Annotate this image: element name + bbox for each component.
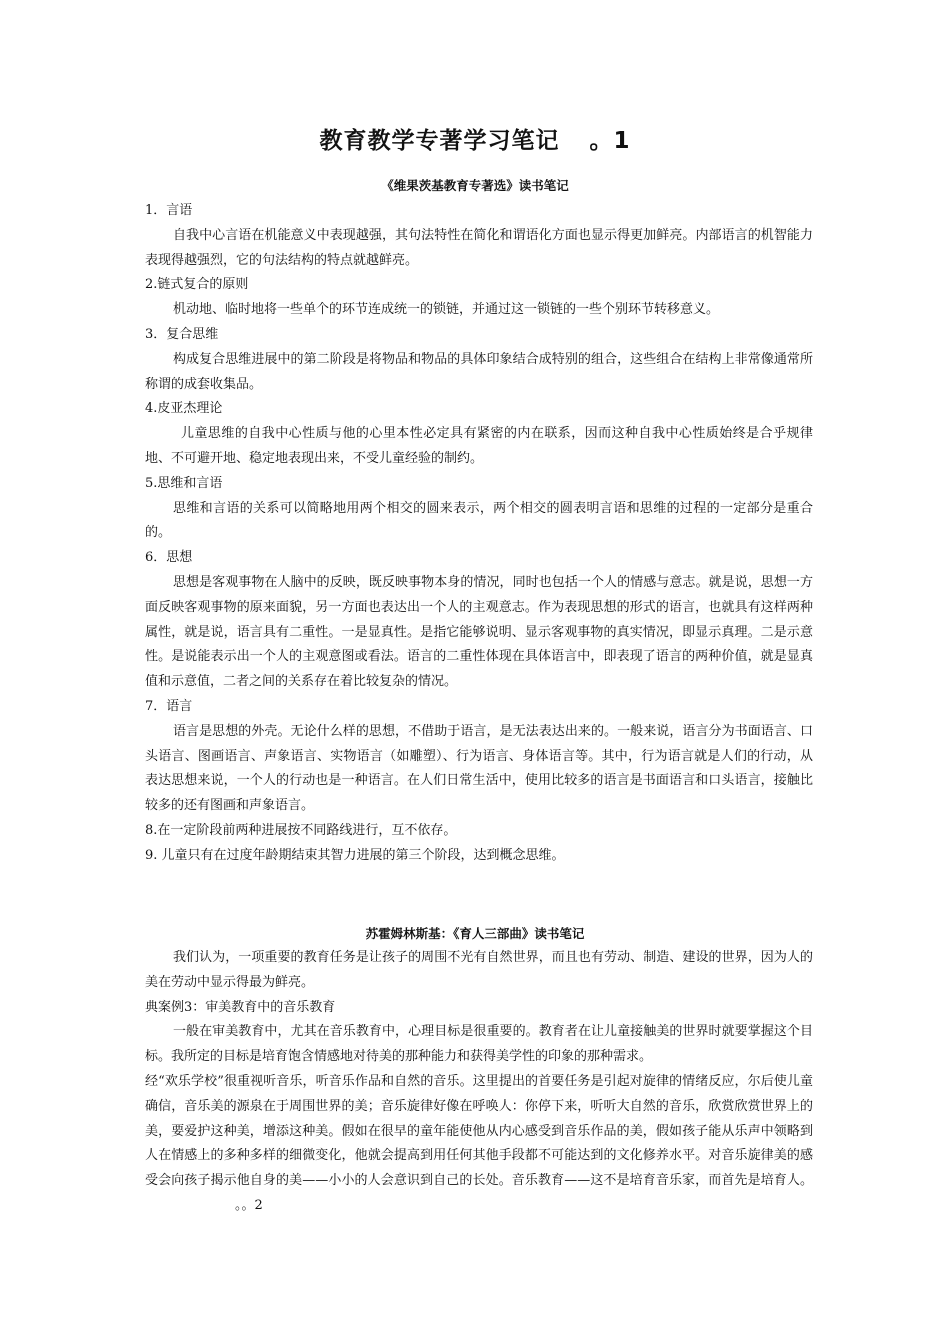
item-7-heading: 7．语言 <box>145 698 193 714</box>
case-heading: 典案例3：审美教育中的音乐教育 <box>145 999 336 1015</box>
item-3-text: 构成复合思维进展中的第二阶段是将物品和物品的具体印象结合成特别的组合，这些组合在结构上非常像通常所称谓的成套收集品。 <box>145 351 813 392</box>
item-3-heading: 3．复合思维 <box>145 326 219 342</box>
item-5-heading: 5.思维和言语 <box>145 475 223 491</box>
case-text-2: 经“欢乐学校”很重视听音乐，听音乐作品和自然的音乐。这里提出的首要任务是引起对旋律的情绪反应，尔后使儿童确信，音乐美的源泉在于周围世界的美；音乐旋律好像在呼唤人：你停下来，听听大自然的音乐，欣赏欣赏世界上的美，要爱护这种美，增添这种美。假如在很早的童年能使他从内心感受到音乐作品的美，假如孩子能从乐声中领略到人在情感上的多种多样的细微变化，他就会提高到用任何其他手段都不可能达到的文化修养水平。对音乐旋律美的感受会向孩子揭示他自身的美——小小的人会意识到自己的长处。音乐教育——这不是培育音乐家，而首先是培育人。 <box>145 1073 813 1189</box>
section1-subtitle: 《维果茨基教育专著选》读书笔记 <box>381 178 569 193</box>
item-4-text: 儿童思维的自我中心性质与他的心里本性必定具有紧密的内在联系，因而这种自我中心性质始终是合乎规律地、不可避开地、稳定地表现出来，不受儿童经验的制约。 <box>145 426 813 466</box>
item-4-heading: 4.皮亚杰理论 <box>145 401 223 417</box>
section2-body <box>145 946 813 1219</box>
page-mark: 。。2 <box>235 1197 263 1213</box>
item-2-text: 机动地、临时地将一些单个的环节连成统一的锁链，并通过这一锁链的一些个别环节转移意义。 <box>173 302 720 318</box>
item-7-text: 语言是思想的外壳。无论什么样的思想，不借助于语言，是无法表达出来的。一般来说，语言分为书面语言、口头语言、图画语言、声象语言、实物语言（如雕塑）、行为语言、身体语言等。其中，行为语言就是人们的行动，从表达思想来说，一个人的行动也是一种语言。在人们日常生活中，使用比较多的语言是书面语言和口头语言，接触比较多的还有图画和声象语言。 <box>145 723 813 814</box>
item-9-heading: 9. 儿童只有在过度年龄期结束其智力进展的第三个阶段，达到概念思维。 <box>145 847 565 863</box>
title-page-number: 。1 <box>589 128 631 154</box>
item-1-heading: 1．言语 <box>145 203 193 218</box>
section1-body <box>145 199 813 869</box>
page-title <box>0 122 950 155</box>
case-text: 一般在审美教育中，尤其在音乐教育中，心理目标是很重要的。教育者在让儿童接触美的世界时就要掌握这个目标。我所定的目标是培育饱含情感地对待美的那种能力和获得美学性的印象的那种需求。 <box>145 1024 813 1065</box>
section2-intro: 我们认为，一项重要的教育任务是让孩子的周围不光有自然世界，而且也有劳动、制造、建设的世界，因为人的美在劳动中显示得最为鲜亮。 <box>145 950 813 990</box>
item-2-heading: 2.链式复合的原则 <box>145 277 249 293</box>
item-6-heading: 6．思想 <box>145 550 193 566</box>
section2-subtitle: 苏霍姆林斯基：《育人三部曲》读书笔记 <box>365 926 585 941</box>
title-text: 教育教学专著学习笔记 <box>319 128 560 154</box>
item-5-text: 思维和言语的关系可以简略地用两个相交的圆来表示，两个相交的圆表明言语和思维的过程的一定部分是重合的。 <box>145 500 813 541</box>
item-6-text: 思想是客观事物在人脑中的反映，既反映事物本身的情况，同时也包括一个人的情感与意志。就是说，思想一方面反映客观事物的原来面貌，另一方面也表达出一个人的主观意志。作为表现思想的形式的语言，也就具有这样两种属性，就是说，语言具有二重性。一是显真性。是指它能够说明、显示客观事物的真实情况，即显示真理。二是示意性。是说能表示出一个人的主观意图或看法。语言的二重性体现在具体语言中，即表现了语言的两种价值，就是显真值和示意值，二者之间的关系存在着比较复杂的情况。 <box>145 574 813 690</box>
item-8-heading: 8.在一定阶段前两种进展按不同路线进行，互不依存。 <box>145 822 457 838</box>
item-1-text: 自我中心言语在机能意义中表现越强，其句法特性在简化和谓语化方面也显示得更加鲜亮。内部语言的机智能力表现得越强烈，它的句法结构的特点就越鲜亮。 <box>145 227 813 268</box>
